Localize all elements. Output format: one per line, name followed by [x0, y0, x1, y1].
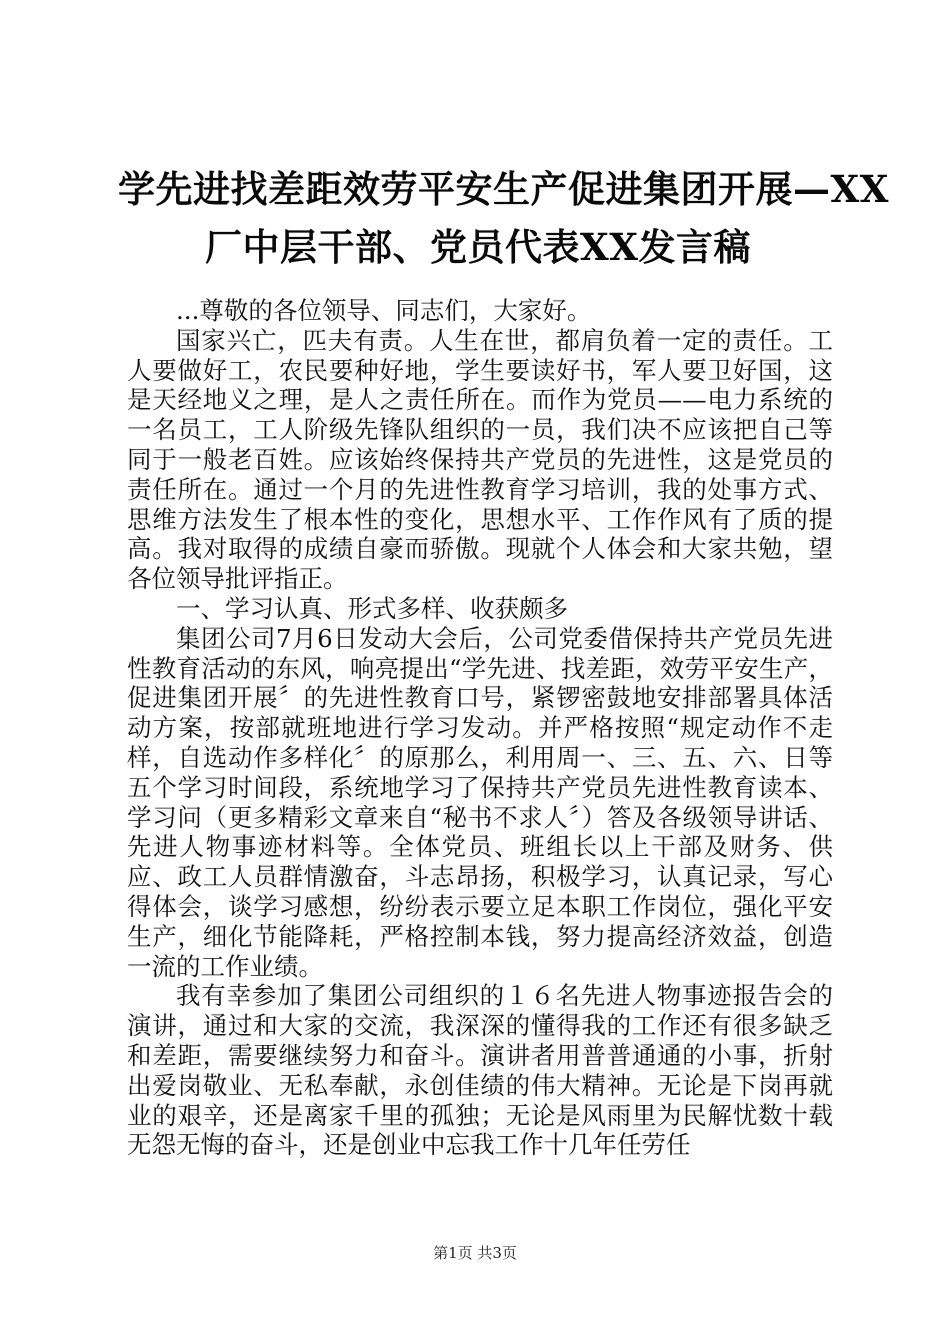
section-heading: 一、学习认真、形式多样、收获颇多: [176, 593, 568, 623]
document-title: [118, 160, 889, 276]
page-number-footer: 第1页 共3页: [433, 1244, 517, 1262]
body-paragraph: 国家兴亡，匹夫有责。人生在世，都肩负着一定的责任。工人要做好工，农民要种好地，学生要读好书，军人要卫好国，这是天经地义之理，是人之责任所在。而作为党员——电力系统的一名员工，工人阶级先锋队组织的一员，我们决不应该把自己等同于一般老百姓。应该始终保持共产党员的先进性，这是党员的责任所在。通过一个月的先进性教育学习培训，我的处事方式、思维方法发生了根本性的变化，思想水平、工作作风有了质的提高。我对取得的成绩自豪而骄傲。现就个人体会和大家共勉，望各位领导批评指正。: [127, 325, 833, 594]
document-body: [127, 296, 833, 1160]
greeting-paragraph: ...尊敬的各位领导、同志们，大家好。: [176, 296, 592, 325]
body-paragraph: 我有幸参加了集团公司组织的１６名先进人物事迹报告会的演讲，通过和大家的交流，我深深的懂得我的工作还有很多缺乏和差距，需要继续努力和奋斗。演讲者用普普通通的小事，折射出爱岗敬业、无私奉献，永创佳绩的伟大精神。无论是下岗再就业的艰辛，还是离家千里的孤独；无论是风雨里为民解忧数十载无怨无悔的奋斗，还是创业中忘我工作十几年任劳任: [127, 981, 833, 1160]
title-line-2: 厂中层干部、党员代表XX发言稿: [205, 225, 751, 269]
body-paragraph: 集团公司7月6日发动大会后，公司党委借保持共产党员先进性教育活动的东风，响亮提出“学先进、找差距，效劳平安生产，促进集团开展〞的先进性教育口号，紧锣密鼓地安排部署具体活动方案，按部就班地进行学习发动。并严格按照“规定动作不走样，自选动作多样化〞的原那么，利用周一、三、五、六、日等五个学习时间段，系统地学习了保持共产党员先进性教育读本、学习问（更多精彩文章来自“秘书不求人〞）答及各级领导讲话、先进人物事迹材料等。全体党员、班组长以上干部及财务、供应、政工人员群情激奋，斗志昂扬，积极学习，认真记录，写心得体会，谈学习感想，纷纷表示要立足本职工作岗位，强化平安生产，细化节能降耗，严格控制本钱，努力提高经济效益，创造一流的工作业绩。: [127, 623, 833, 981]
title-line-1: 学先进找差距效劳平安生产促进集团开展—XX: [118, 167, 889, 211]
